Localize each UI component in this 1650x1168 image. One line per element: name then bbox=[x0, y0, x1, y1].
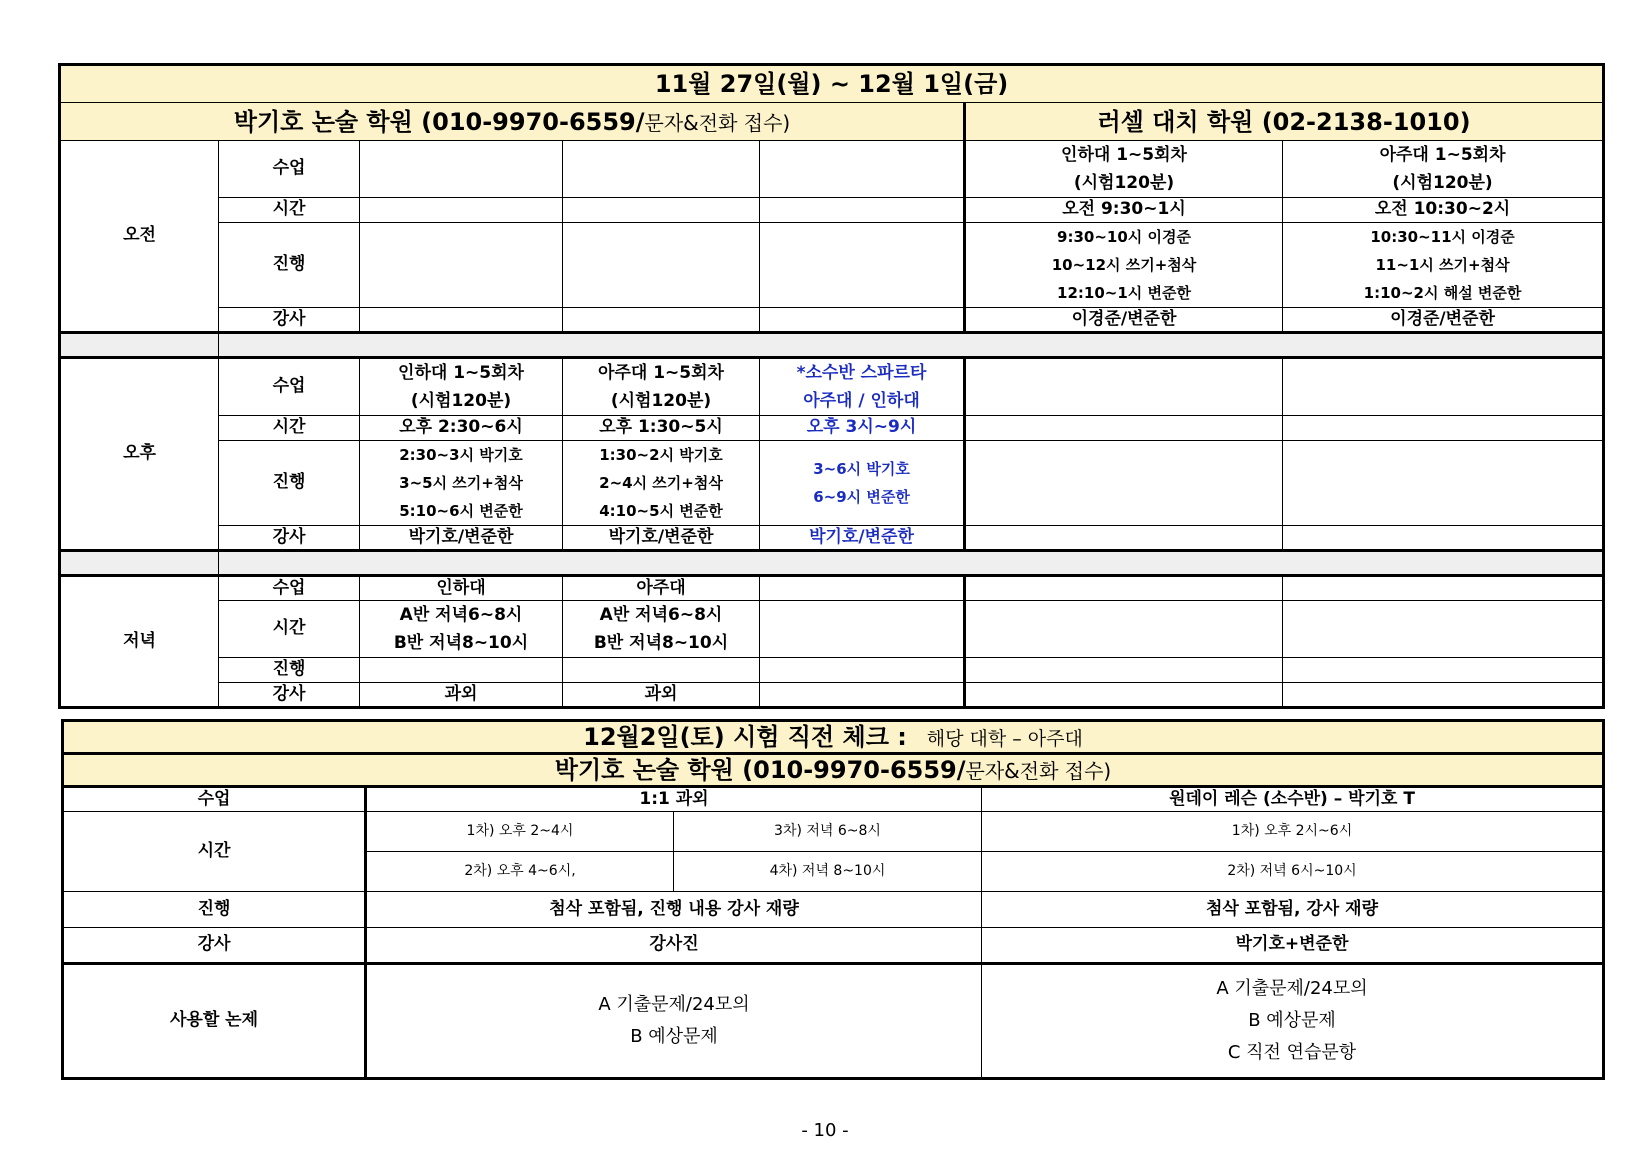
one-on-one-session-2: 2차) 오후 4~6시, bbox=[366, 852, 674, 892]
cell-empty bbox=[965, 576, 1283, 601]
separator-cell bbox=[219, 333, 1604, 358]
class-line: *소수반 스파르타 bbox=[796, 363, 927, 383]
left-academy-name: 박기호 논술 학원 bbox=[233, 107, 413, 136]
cell-empty bbox=[965, 441, 1283, 526]
exam-eve-title bbox=[63, 721, 1604, 754]
cell-empty bbox=[965, 658, 1283, 683]
progress-line: 2~4시 쓰기+첨삭 bbox=[599, 474, 723, 492]
russell-morning-class-2 bbox=[1283, 141, 1604, 198]
row-label-progress: 진행 bbox=[219, 658, 360, 683]
label-progress: 진행 bbox=[63, 892, 366, 928]
afternoon-class-ajou bbox=[563, 358, 760, 416]
one-on-one-session-1: 1차) 오후 2~4시 bbox=[366, 812, 674, 852]
progress-line: 10~12시 쓰기+첨삭 bbox=[1051, 256, 1197, 274]
one-on-one-title: 1:1 과외 bbox=[366, 787, 982, 812]
oneday-session-2: 2차) 저녁 6시~10시 bbox=[982, 852, 1604, 892]
afternoon-progress-ajou bbox=[563, 441, 760, 526]
topic-line: B 예상문제 bbox=[1248, 1010, 1336, 1031]
left-academy-note: 문자&전화 접수) bbox=[644, 110, 791, 135]
oneday-topics bbox=[982, 964, 1604, 1079]
cell-empty bbox=[1283, 441, 1604, 526]
separator-cell bbox=[60, 333, 219, 358]
cell-empty bbox=[1283, 683, 1604, 708]
topic-line: C 직전 연습문항 bbox=[1227, 1042, 1357, 1063]
separator-row bbox=[60, 551, 1604, 576]
progress-line: 5:10~6시 변준한 bbox=[399, 502, 523, 520]
progress-line: 9:30~10시 이경준 bbox=[1057, 228, 1191, 246]
evening-class-inha: 인하대 bbox=[360, 576, 563, 601]
class-line: (시험120분) bbox=[1392, 173, 1493, 193]
time-line: B반 저녁8~10시 bbox=[593, 633, 729, 653]
cell-empty bbox=[965, 416, 1283, 441]
russell-morning-progress-2 bbox=[1283, 223, 1604, 308]
exam-eve-academy-header bbox=[63, 754, 1604, 787]
russell-morning-time-2: 오전 10:30~2시 bbox=[1283, 198, 1604, 223]
cell-empty bbox=[1283, 576, 1604, 601]
time-line: A반 저녁6~8시 bbox=[599, 605, 723, 625]
exam-eve-title-main: 12월2일(토) 시험 직전 체크 : bbox=[583, 723, 907, 751]
progress-line: 6~9시 변준한 bbox=[813, 488, 910, 506]
afternoon-time-inha: 오후 2:30~6시 bbox=[360, 416, 563, 441]
cell-empty bbox=[360, 141, 563, 198]
afternoon-teacher-inha: 박기호/변준한 bbox=[360, 526, 563, 551]
progress-line: 12:10~1시 변준한 bbox=[1057, 284, 1191, 302]
time-line: B반 저녁8~10시 bbox=[393, 633, 529, 653]
evening-teacher-ajou: 과외 bbox=[563, 683, 760, 708]
cell-empty bbox=[965, 601, 1283, 658]
cell-empty bbox=[1283, 416, 1604, 441]
class-line: 인하대 1~5회차 bbox=[1061, 145, 1187, 165]
afternoon-time-ajou: 오후 1:30~5시 bbox=[563, 416, 760, 441]
afternoon-progress-sparta bbox=[760, 441, 965, 526]
separator-cell bbox=[219, 551, 1604, 576]
cell-empty bbox=[760, 658, 965, 683]
class-line: 아주대 1~5회차 bbox=[1379, 145, 1506, 165]
cell-empty bbox=[1283, 601, 1604, 658]
morning-label: 오전 bbox=[60, 141, 219, 333]
cell-empty bbox=[563, 658, 760, 683]
cell-empty bbox=[965, 526, 1283, 551]
label-time: 시간 bbox=[63, 812, 366, 892]
row-label-time: 시간 bbox=[219, 601, 360, 658]
academy-name: 박기호 논술 학원 bbox=[554, 756, 734, 784]
row-label-progress: 진행 bbox=[219, 441, 360, 526]
label-topics: 사용할 논제 bbox=[63, 964, 366, 1079]
class-line: (시험120분) bbox=[610, 391, 712, 411]
left-academy-contact: (010-9970-6559/ bbox=[421, 107, 645, 136]
cell-empty bbox=[563, 198, 760, 223]
label-teacher: 강사 bbox=[63, 928, 366, 964]
cell-empty bbox=[760, 223, 965, 308]
class-line: 아주대 1~5회차 bbox=[598, 363, 724, 383]
topic-line: A 기출문제/24모의 bbox=[598, 994, 750, 1015]
cell-empty bbox=[360, 658, 563, 683]
afternoon-teacher-sparta: 박기호/변준한 bbox=[760, 526, 965, 551]
afternoon-time-sparta: 오후 3시~9시 bbox=[760, 416, 965, 441]
evening-time-inha bbox=[360, 601, 563, 658]
row-label-class: 수업 bbox=[219, 576, 360, 601]
evening-teacher-inha: 과외 bbox=[360, 683, 563, 708]
cell-empty bbox=[1283, 358, 1604, 416]
class-line: (시험120분) bbox=[410, 391, 512, 411]
russell-morning-time-1: 오전 9:30~1시 bbox=[965, 198, 1283, 223]
cell-empty bbox=[563, 308, 760, 333]
one-on-one-session-4: 4차) 저녁 8~10시 bbox=[674, 852, 982, 892]
russell-morning-class-1 bbox=[965, 141, 1283, 198]
evening-class-ajou: 아주대 bbox=[563, 576, 760, 601]
progress-line: 3~6시 박기호 bbox=[813, 460, 910, 478]
separator-cell bbox=[60, 551, 219, 576]
class-line: 인하대 1~5회차 bbox=[398, 363, 524, 383]
progress-line: 3~5시 쓰기+첨삭 bbox=[399, 474, 523, 492]
topic-line: B 예상문제 bbox=[630, 1026, 718, 1047]
weekly-schedule-table bbox=[58, 63, 1605, 709]
russell-morning-progress-1 bbox=[965, 223, 1283, 308]
progress-line: 1:10~2시 해설 변준한 bbox=[1363, 284, 1522, 302]
one-on-one-teacher: 강사진 bbox=[366, 928, 982, 964]
row-label-class: 수업 bbox=[219, 358, 360, 416]
progress-line: 10:30~11시 이경준 bbox=[1370, 228, 1515, 246]
exam-eve-table bbox=[61, 719, 1605, 1080]
right-academy-header bbox=[965, 103, 1604, 141]
oneday-title: 원데이 레슨 (소수반) – 박기호 T bbox=[982, 787, 1604, 812]
progress-line: 2:30~3시 박기호 bbox=[399, 446, 523, 464]
row-label-progress: 진행 bbox=[219, 223, 360, 308]
cell-empty bbox=[760, 683, 965, 708]
cell-empty bbox=[360, 308, 563, 333]
progress-line: 1:30~2시 박기호 bbox=[599, 446, 723, 464]
row-label-time: 시간 bbox=[219, 198, 360, 223]
afternoon-progress-inha bbox=[360, 441, 563, 526]
evening-label: 저녁 bbox=[60, 576, 219, 708]
cell-empty bbox=[563, 141, 760, 198]
cell-empty bbox=[965, 358, 1283, 416]
row-label-teacher: 강사 bbox=[219, 683, 360, 708]
cell-empty bbox=[1283, 658, 1604, 683]
oneday-session-1: 1차) 오후 2시~6시 bbox=[982, 812, 1604, 852]
page-number: - 10 - bbox=[801, 1120, 849, 1141]
time-line: A반 저녁6~8시 bbox=[399, 605, 523, 625]
one-on-one-session-3: 3차) 저녁 6~8시 bbox=[674, 812, 982, 852]
oneday-progress: 첨삭 포함됨, 강사 재량 bbox=[982, 892, 1604, 928]
cell-empty bbox=[360, 223, 563, 308]
right-academy-contact: (02-2138-1010) bbox=[1261, 107, 1471, 136]
class-line: 아주대 / 인하대 bbox=[803, 391, 920, 411]
cell-empty bbox=[760, 198, 965, 223]
cell-empty bbox=[760, 308, 965, 333]
row-label-class: 수업 bbox=[219, 141, 360, 198]
afternoon-teacher-ajou: 박기호/변준한 bbox=[563, 526, 760, 551]
separator-row bbox=[60, 333, 1604, 358]
row-label-teacher: 강사 bbox=[219, 308, 360, 333]
academy-contact: (010-9970-6559/ bbox=[742, 756, 966, 784]
one-on-one-topics bbox=[366, 964, 982, 1079]
evening-time-ajou bbox=[563, 601, 760, 658]
progress-line: 11~1시 쓰기+첨삭 bbox=[1375, 256, 1510, 274]
left-academy-header bbox=[60, 103, 965, 141]
russell-morning-teacher-1: 이경준/변준한 bbox=[965, 308, 1283, 333]
cell-empty bbox=[563, 223, 760, 308]
row-label-teacher: 강사 bbox=[219, 526, 360, 551]
oneday-teacher: 박기호+변준한 bbox=[982, 928, 1604, 964]
cell-empty bbox=[760, 601, 965, 658]
topic-line: A 기출문제/24모의 bbox=[1216, 978, 1368, 999]
class-line: (시험120분) bbox=[1073, 173, 1175, 193]
label-class: 수업 bbox=[63, 787, 366, 812]
cell-empty bbox=[360, 198, 563, 223]
cell-empty bbox=[1283, 526, 1604, 551]
russell-morning-teacher-2: 이경준/변준한 bbox=[1283, 308, 1604, 333]
exam-eve-title-note: 해당 대학 – 아주대 bbox=[926, 728, 1083, 750]
row-label-time: 시간 bbox=[219, 416, 360, 441]
week-date-title: 11월 27일(월) ~ 12월 1일(금) bbox=[60, 65, 1604, 103]
cell-empty bbox=[760, 576, 965, 601]
academy-note: 문자&전화 접수) bbox=[965, 759, 1112, 783]
afternoon-class-sparta bbox=[760, 358, 965, 416]
one-on-one-progress: 첨삭 포함됨, 진행 내용 강사 재량 bbox=[366, 892, 982, 928]
right-academy-name: 러셀 대치 학원 bbox=[1097, 107, 1254, 136]
cell-empty bbox=[965, 683, 1283, 708]
cell-empty bbox=[760, 141, 965, 198]
afternoon-class-inha bbox=[360, 358, 563, 416]
progress-line: 4:10~5시 변준한 bbox=[599, 502, 723, 520]
afternoon-label: 오후 bbox=[60, 358, 219, 551]
